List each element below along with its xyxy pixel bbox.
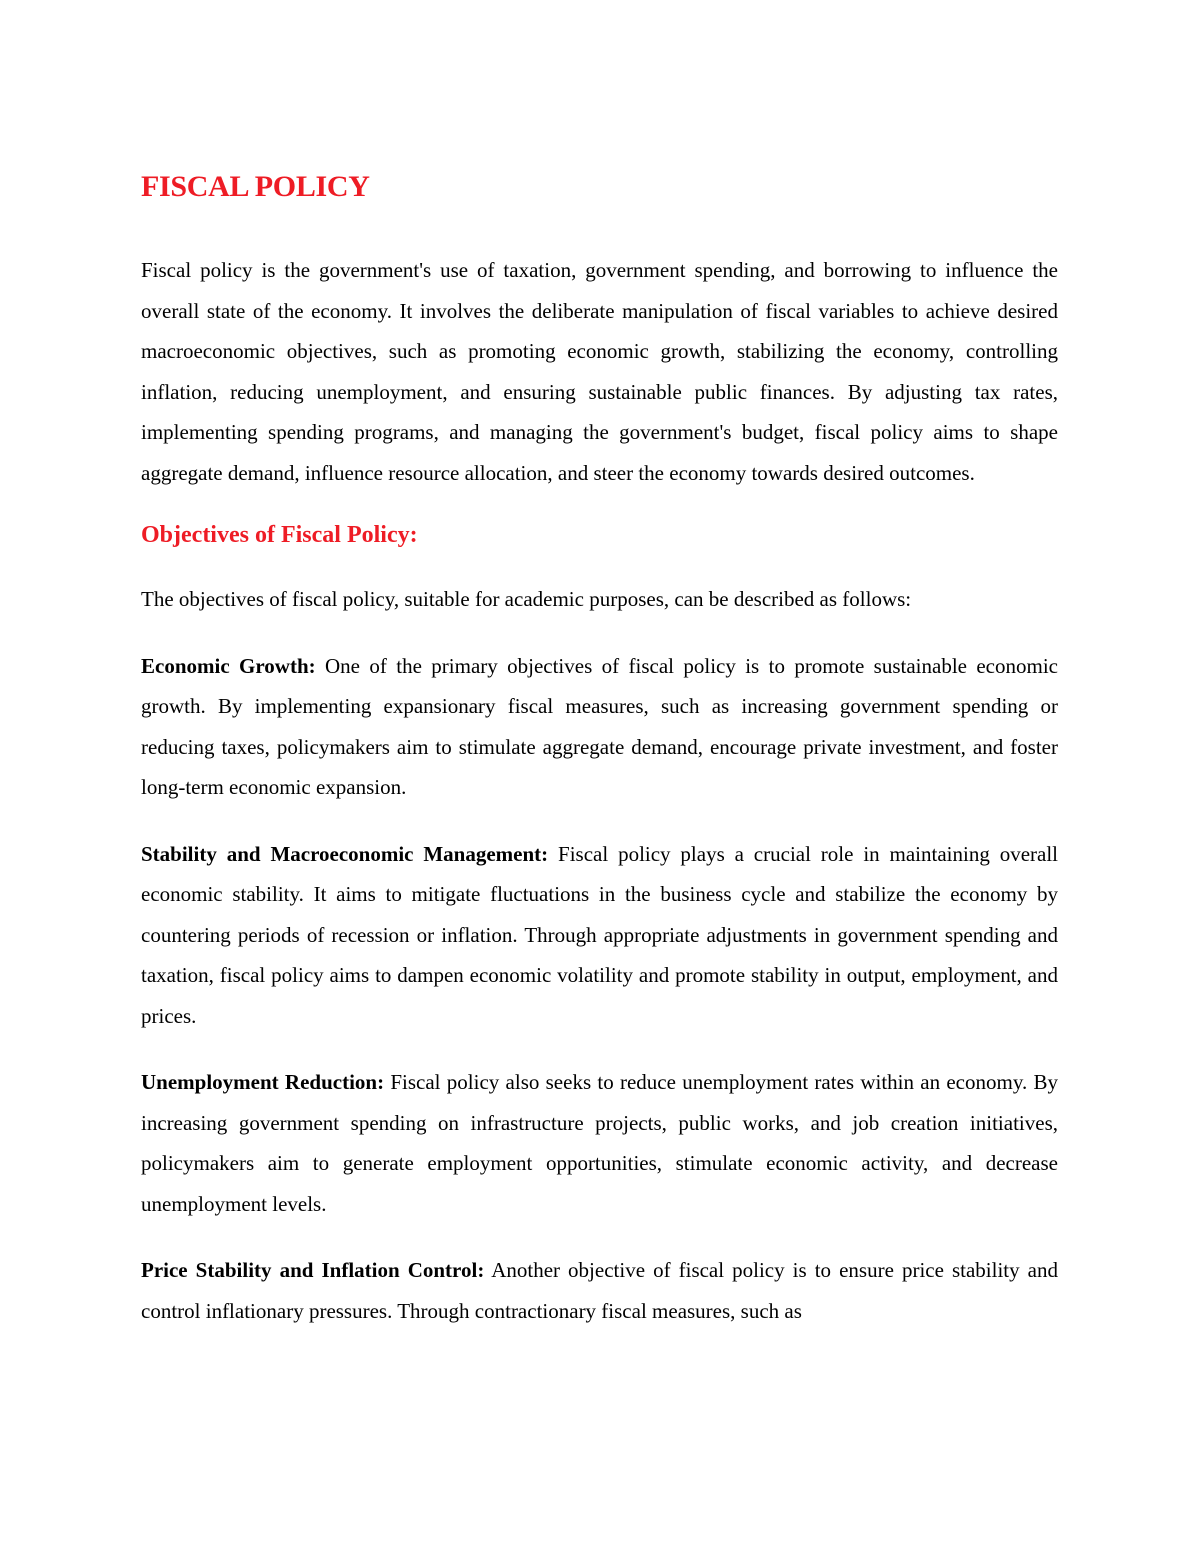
objectives-heading: Objectives of Fiscal Policy: xyxy=(141,522,418,548)
objective-text: Fiscal policy also seeks to reduce unemployment rates within an economy. By increasing government spending on infrastructure projects, public works, and job creation initiatives, policymakers aim to generate employment opportunities, stimulate economic activity, and decrease unemployment levels. xyxy=(141,1070,1058,1216)
objective-text: Fiscal policy plays a crucial role in maintaining overall economic stability. It aims to mitigate fluctuations in the business cycle and stabilize the economy by countering periods of recession or inflation. Through appropriate adjustments in government spending and taxation, fiscal policy aims to dampen economic volatility and promote stability in output, employment, and prices. xyxy=(141,841,1059,1028)
definition-paragraph: Fiscal policy is the government's use of taxation, government spending, and borrowing to influence the overall state of the economy. It involves the deliberate manipulation of fiscal variables to achieve desired macroeconomic objectives, such as promoting economic growth, stabilizing the economy, controlling inflation, reducing unemployment, and ensuring sustainable public finances. By adjusting tax rates, implementing spending programs, and managing the government's budget, fiscal policy aims to shape aggregate demand, influence resource allocation, and steer the economy towards desired outcomes. xyxy=(141,258,1058,485)
objective-label: Stability and Macroeconomic Management: xyxy=(141,841,549,866)
objective-label: Price Stability and Inflation Control: xyxy=(141,1258,485,1282)
document-title: FISCAL POLICY xyxy=(141,170,370,203)
objective-label: Economic Growth: xyxy=(141,653,316,678)
objective-economic-growth xyxy=(141,646,1058,808)
document-page xyxy=(141,160,1058,1357)
objectives-intro: The objectives of fiscal policy, suitable for academic purposes, can be described as follows: xyxy=(141,587,912,611)
objective-price-stability xyxy=(141,1250,1058,1331)
objective-text: One of the primary objectives of fiscal policy is to promote sustainable economic growth. By implementing expansionary fiscal measures, such as increasing government spending or reducing taxes, policymakers aim to stimulate aggregate demand, encourage private investment, and foster long-term economic expansion. xyxy=(141,653,1058,799)
objective-stability xyxy=(141,834,1058,1037)
objective-unemployment xyxy=(141,1062,1058,1224)
objective-text: Another objective of fiscal policy is to ensure price stability and control inflationary pressures. Through contractionary fiscal measures, such as xyxy=(141,1258,1059,1323)
objective-label: Unemployment Reduction: xyxy=(141,1070,385,1094)
